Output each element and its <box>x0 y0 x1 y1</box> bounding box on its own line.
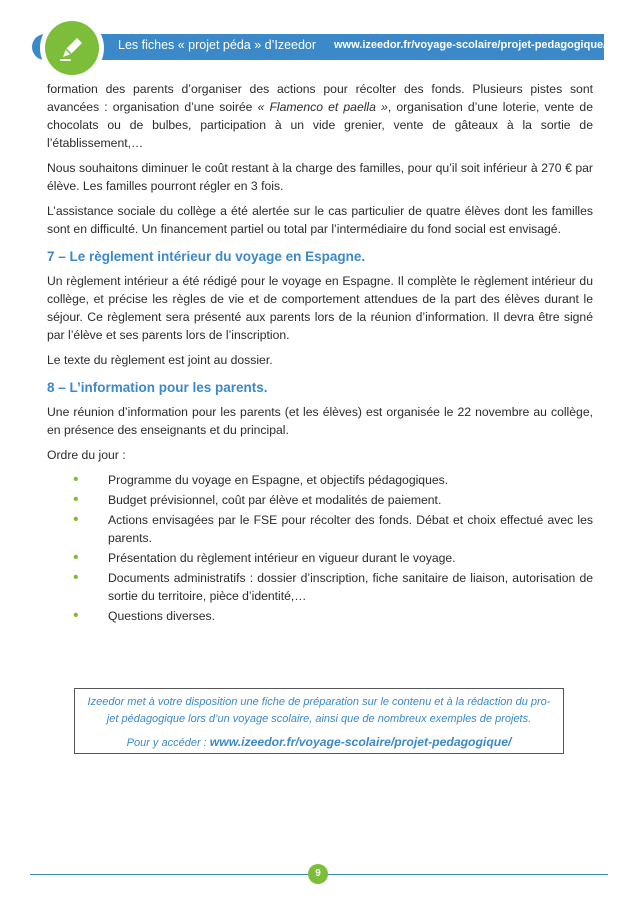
paragraph-fundraising: formation des parents d’organiser des actions pour récolter des fonds. Plusieurs pistes sont avancées : organisation d’une soirée « Flamenco et paella », organisation d’une loterie, vente de chocolats ou de bulbes, participation à un vide grenier, vente de gâteaux à la sortie de l’établissement,… <box>47 82 593 150</box>
bullet-icon: • <box>73 471 79 488</box>
list-item: • Budget prévisionnel, coût par élève et modalités de paiement. <box>73 491 442 508</box>
list-item: • Questions diverses. <box>73 607 216 624</box>
agenda-list <box>47 471 593 625</box>
header-title: Les fiches « projet péda » d’Izeedor <box>118 38 317 52</box>
list-item: • Actions envisagées par le FSE pour récolter des fonds. Débat et choix effectué avec les parents. <box>73 511 593 545</box>
bullet-icon: • <box>73 607 79 624</box>
paragraph-rules-attached: Le texte du règlement est joint au dossier. <box>47 353 273 367</box>
list-item: • Présentation du règlement intérieur en vigueur durant le voyage. <box>73 549 456 566</box>
list-item: • Documents administratifs : dossier d’inscription, fiche sanitaire de liaison, autorisation de sortie du territoire, pièce d’identité,… <box>73 569 593 603</box>
callout-prefix: Pour y accéder : <box>126 737 210 749</box>
paragraph-agenda-title: Ordre du jour : <box>47 448 126 462</box>
callout-line-2: jet pédagogique lors d’un voyage scolaire, ainsi que de nombreux exemples de projets. <box>106 713 532 725</box>
paragraph-social-assistance: L’assistance sociale du collège a été alertée sur le cas particulier de quatre élèves dont les familles sont en difficulté. Un financement partiel ou total par l’intermédiaire du fond social est envisagé. <box>47 204 593 236</box>
header-url-link[interactable]: www.izeedor.fr/voyage-scolaire/projet-pedagogique/ <box>334 39 607 51</box>
callout-line-1: Izeedor met à votre disposition une fiche de préparation sur le contenu et à la rédaction du pro- <box>87 696 551 708</box>
pen-icon <box>57 33 87 63</box>
bullet-icon: • <box>73 491 79 508</box>
bullet-icon: • <box>73 511 79 528</box>
document-body <box>47 80 593 627</box>
page-number: 9 <box>308 864 328 884</box>
bullet-icon: • <box>73 569 79 586</box>
paragraph-cost: Nous souhaitons diminuer le coût restant à la charge des familles, pour qu’il soit inférieur à 270 € par élève. Les familles pourront régler en 3 fois. <box>47 161 593 193</box>
paragraph-meeting: Une réunion d’information pour les parents (et les élèves) est organisée le 22 novembre au collège, en présence des enseignants et du principal. <box>47 405 593 437</box>
callout-link[interactable]: www.izeedor.fr/voyage-scolaire/projet-pedagogique/ <box>209 735 512 749</box>
bullet-icon: • <box>73 549 79 566</box>
info-callout-box <box>74 688 564 754</box>
section-heading-rules: 7 – Le règlement intérieur du voyage en Espagne. <box>47 249 366 264</box>
section-heading-parents-info: 8 – L’information pour les parents. <box>47 380 268 395</box>
list-item: • Programme du voyage en Espagne, et objectifs pédagogiques. <box>73 471 449 488</box>
callout-access <box>85 734 553 752</box>
logo <box>45 21 99 75</box>
paragraph-rules: Un règlement intérieur a été rédigé pour le voyage en Espagne. Il complète le règlement intérieur du collège, et précise les règles de vie et de comportement attendues de la part des élèves durant le séjour. Ce règlement sera présenté aux parents lors de la réunion d’information. Il devra être signé par l’élève et ses parents lors de l’inscription. <box>47 274 593 342</box>
